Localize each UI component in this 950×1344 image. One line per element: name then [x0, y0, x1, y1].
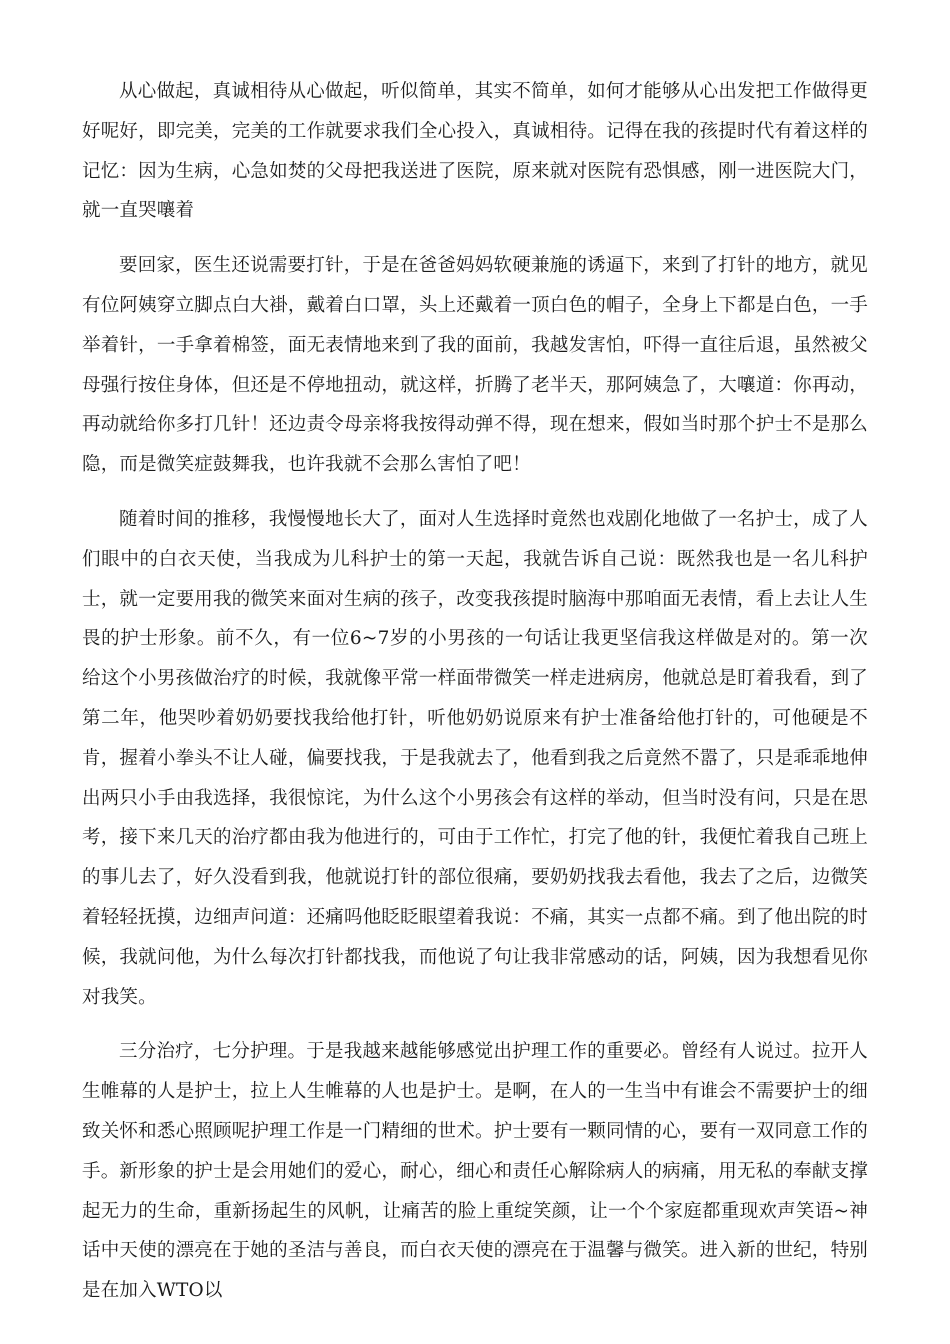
paragraph-2: 要回家，医生还说需要打针，于是在爸爸妈妈软硬兼施的诱逼下，来到了打针的地方，就见有位阿姨穿立脚点白大褂，戴着白口罩，头上还戴着一顶白色的帽子，全身上下都是白色，一手举着针，一手拿着棉签，面无表情地来到了我的面前，我越发害怕，吓得一直往后退，虽然被父母强行按住身体，但还是不停地扭动，就这样，折腾了老半天，那阿姨急了，大嚷道：你再动，再动就给你多打几针！还边责令母亲将我按得动弹不得，现在想来，假如当时那个护士不是那么隐，而是微笑症鼓舞我，也许我就不会那么害怕了吧！ [82, 255, 868, 476]
paragraph-1: 从心做起，真诚相待从心做起，听似简单，其实不简单，如何才能够从心出发把工作做得更好呢好，即完美，完美的工作就要求我们全心投入，真诚相待。记得在我的孩提时代有着这样的记忆：因为生病，心急如焚的父母把我送进了医院，原来就对医院有恐惧感，刚一进医院大门，就一直哭嚷着 [82, 81, 868, 222]
paragraph-3: 随着时间的推移，我慢慢地长大了，面对人生选择时竟然也戏剧化地做了一名护士，成了人们眼中的白衣天使，当我成为儿科护士的第一天起，我就告诉自己说：既然我也是一名儿科护士，就一定要用我的微笑来面对生病的孩子，改变我孩提时脑海中那咱面无表情，看上去让人生畏的护士形象。前不久，有一位6~7岁的小男孩的一句话让我更坚信我这样做是对的。第一次给这个小男孩做治疗的时候，我就像平常一样面带微笑一样走进病房，他就总是盯着我看，到了第二年，他哭吵着奶奶要找我给他打针，听他奶奶说原来有护士准备给他打针的，可他硬是不肯，握着小拳头不让人碰，偏要找我，于是我就去了，他看到我之后竟然不嚣了，只是乖乖地伸出两只小手由我选择，我很惊诧，为什么这个小男孩会有这样的举动，但当时没有问，只是在思考，接下来几天的治疗都由我为他进行的，可由于工作忙，打完了他的针，我便忙着我自己班上的事儿去了，好久没看到我，他就说打针的部位很痛，要奶奶找我去看他，我去了之后，边微笑着轻轻抚摸，边细声问道：还痛吗他眨眨眼望着我说：不痛，其实一点都不痛。到了他出院的时候，我就问他，为什么每次打针都找我，而他说了句让我非常感动的话，阿姨，因为我想看见你对我笑。 [82, 508, 868, 1008]
document-body [82, 72, 868, 1311]
paragraph-4: 三分治疗，七分护理。于是我越来越能够感觉出护理工作的重要必。曾经有人说过。拉开人生帷幕的人是护士，拉上人生帷幕的人也是护士。是啊，在人的一生当中有谁会不需要护士的细致关怀和悉心照顾呢护理工作是一门精细的世术。护士要有一颗同情的心，要有一双同意工作的手。新形象的护士是会用她们的爱心，耐心，细心和责任心解除病人的病痛，用无私的奉献支撑起无力的生命，重新扬起生的风帆，让痛苦的脸上重绽笑颜，让一个个家庭都重现欢声笑语~神话中天使的漂亮在于她的圣洁与善良，而白衣天使的漂亮在于温馨与微笑。进入新的世纪，特别是在加入WTO以 [82, 1041, 868, 1302]
